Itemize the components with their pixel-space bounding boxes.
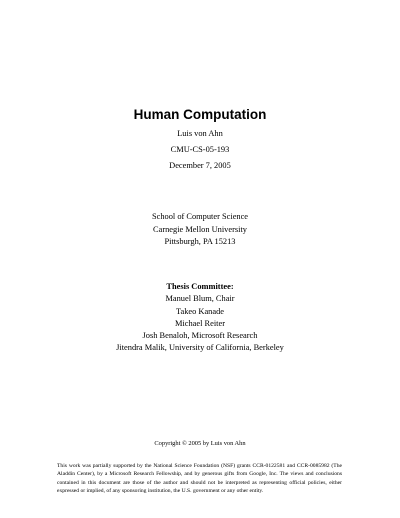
committee-member: Jitendra Malik, University of California, Berkeley (116, 343, 284, 352)
author-name: Luis von Ahn (177, 129, 223, 138)
university-address: Pittsburgh, PA 15213 (164, 237, 236, 246)
university-name: Carnegie Mellon University (153, 225, 247, 234)
report-number: CMU-CS-05-193 (170, 145, 230, 154)
committee-member: Josh Benaloh, Microsoft Research (142, 331, 258, 340)
committee-member: Manuel Blum, Chair (165, 294, 235, 303)
school-name: School of Computer Science (151, 212, 249, 221)
report-date: December 7, 2005 (169, 161, 231, 170)
committee-member: Michael Reiter (175, 319, 225, 328)
copyright-notice: Copyright © 2005 by Luis von Ahn (154, 440, 246, 447)
document-title: Human Computation (133, 107, 267, 122)
funding-acknowledgment: This work was partially supported by the National Science Foundation (NSF) grants CCR-0122581 and CCR-0085982 (The Aladdin Center), by a Microsoft Research Fellowship, and by generous gifts from Google, Inc. The views and conclusions contained in this document are those of the author and should not be interpreted as representing official policies, either expressed or implied, of any sponsoring institution, the U.S. government or any other entity. (57, 463, 342, 494)
committee-member: Takeo Kanade (175, 307, 224, 316)
committee-heading: Thesis Committee: (166, 282, 234, 291)
